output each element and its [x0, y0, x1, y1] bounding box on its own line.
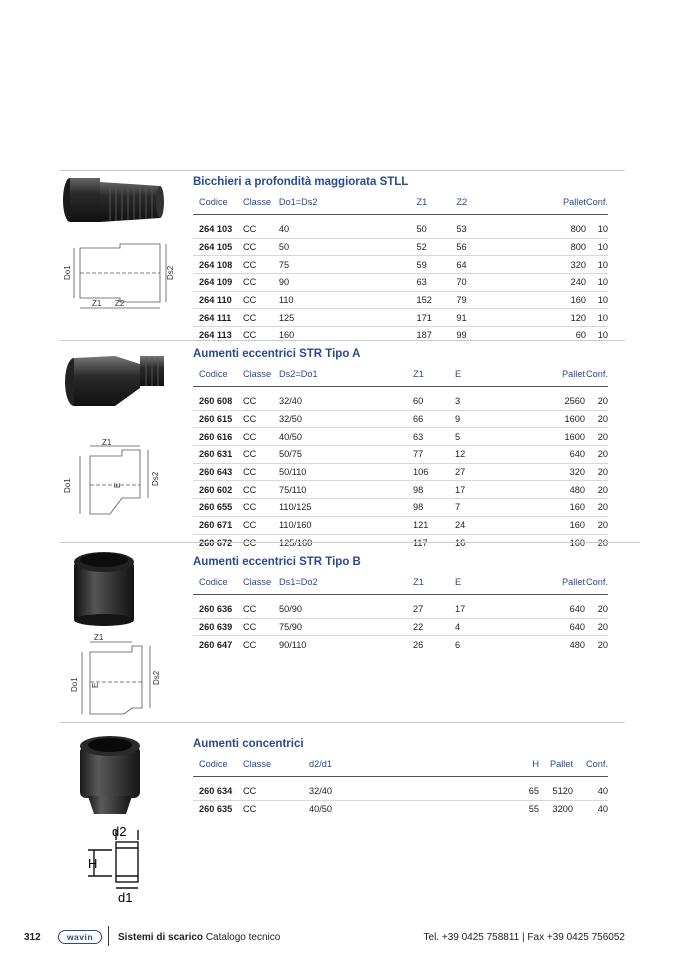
column-header: Conf.: [586, 369, 608, 379]
table-header-row: [193, 570, 608, 595]
column-header: Pallet: [562, 577, 585, 587]
section-title: Aumenti eccentrici STR Tipo B: [193, 556, 361, 568]
table-row: [193, 221, 608, 238]
table-cell: 320: [536, 256, 586, 274]
table-cell: 10: [586, 238, 608, 256]
table-cell: 1600: [535, 428, 585, 446]
diagram-label-e: E: [91, 682, 100, 688]
table-row: [193, 309, 608, 327]
table-cell: 70: [456, 274, 536, 292]
table-row: [193, 446, 608, 464]
product-code: 264 108: [193, 256, 243, 274]
table-cell: 63: [416, 274, 456, 292]
table-cell: 20: [585, 601, 608, 618]
table-cell: 10: [586, 309, 608, 327]
product-table: [193, 190, 608, 344]
table-cell: CC: [243, 393, 279, 410]
table-cell: 40/50: [309, 804, 332, 815]
diagram-label-d1: d1: [118, 890, 133, 905]
table-cell: 50/90: [279, 601, 413, 618]
diagram-label-do1: Do1: [70, 677, 79, 692]
table-cell: 320: [535, 463, 585, 481]
table-row: [193, 327, 608, 344]
table-cell: 65: [459, 783, 539, 800]
table-cell: CC: [243, 238, 279, 256]
column-header: Do1=Ds2: [278, 197, 318, 207]
product-code: 260 602: [193, 481, 243, 499]
table-cell: 60: [575, 330, 586, 341]
table-row: [193, 783, 608, 800]
table-cell: 50/75: [279, 446, 413, 464]
table-row: [193, 428, 608, 446]
product-code: 260 636: [193, 601, 243, 618]
table-cell: 50: [416, 221, 456, 238]
table-cell: 27: [413, 601, 455, 618]
table-cell: 20: [585, 618, 608, 636]
table-cell: 640: [535, 446, 585, 464]
table-cell: 120: [536, 309, 586, 327]
table-cell: CC: [243, 639, 257, 650]
table-cell: 12: [455, 446, 535, 464]
table-cell: 800: [536, 238, 586, 256]
section-divider: [60, 340, 625, 341]
section-divider: [60, 722, 625, 723]
column-header: Conf.: [586, 197, 608, 207]
column-header: E: [455, 577, 462, 587]
table-cell: CC: [243, 618, 279, 636]
table-cell: 110: [279, 291, 417, 309]
column-header: Z1: [413, 577, 424, 587]
catalog-title-rest: Catalogo tecnico: [203, 932, 281, 943]
table-cell: CC: [243, 446, 279, 464]
table-cell: 160: [278, 330, 295, 341]
column-header: Pallet: [562, 369, 585, 379]
product-table: [193, 362, 608, 551]
table-cell: 171: [416, 309, 456, 327]
table-cell: 99: [456, 330, 467, 341]
column-header: d2/d1: [309, 759, 332, 769]
column-header: Classe: [243, 577, 272, 587]
product-code: 264 105: [193, 238, 243, 256]
table-cell: 50/110: [279, 463, 413, 481]
table-cell: CC: [243, 309, 279, 327]
diagram-label-e: E: [113, 482, 122, 488]
section-divider: [60, 170, 625, 171]
table-cell: 20: [597, 639, 608, 650]
column-header: Z1: [413, 369, 424, 379]
column-header: Conf.: [586, 577, 608, 587]
aumento-b-photo: [62, 548, 152, 628]
table-cell: 4: [455, 618, 535, 636]
table-cell: 20: [585, 516, 608, 534]
table-cell: 7: [455, 499, 535, 517]
table-header-row: [193, 362, 608, 387]
table-cell: 40: [573, 783, 608, 800]
table-row: [193, 463, 608, 481]
table-cell: CC: [243, 783, 309, 800]
product-code: 260 671: [193, 516, 243, 534]
section-divider: [60, 542, 640, 543]
aumento-a-photo: [60, 348, 170, 410]
table-row: [193, 618, 608, 636]
table-cell: 52: [416, 238, 456, 256]
column-header: Classe: [243, 369, 272, 379]
aumento-concentrico-photo: [74, 730, 154, 818]
table-row: [193, 499, 608, 517]
column-header: Classe: [242, 197, 272, 207]
table-cell: CC: [243, 410, 279, 428]
table-cell: 50: [279, 238, 417, 256]
table-cell: 10: [586, 256, 608, 274]
table-cell: 125: [279, 309, 417, 327]
diagram-label-ds2: Ds2: [151, 471, 160, 486]
column-header: Pallet: [550, 759, 573, 769]
table-cell: 3200: [552, 804, 573, 815]
table-row: [193, 800, 608, 817]
table-cell: CC: [243, 804, 257, 815]
column-header: Z2: [456, 197, 468, 207]
table-cell: 10: [586, 274, 608, 292]
section-title: Bicchieri a profondità maggiorata STLL: [193, 176, 409, 188]
aumento-b-diagram: [62, 630, 172, 720]
product-code: 260 655: [193, 499, 243, 517]
diagram-label-z2: Z2: [115, 299, 125, 308]
wavin-logo: wavin: [58, 930, 102, 944]
table-cell: 32/40: [309, 783, 459, 800]
table-row: [193, 601, 608, 618]
product-code: 260 631: [193, 446, 243, 464]
product-code: 260 608: [193, 393, 243, 410]
section-title: Aumenti eccentrici STR Tipo A: [193, 348, 361, 360]
table-row: [193, 481, 608, 499]
product-code: 264 109: [193, 274, 243, 292]
column-header: Conf.: [586, 759, 608, 769]
catalog-title-bold: Sistemi di scarico: [118, 932, 204, 943]
table-cell: 77: [413, 446, 455, 464]
table-cell: 10: [586, 221, 608, 238]
table-cell: 56: [456, 238, 536, 256]
table-row: [193, 238, 608, 256]
table-cell: 110/125: [279, 499, 413, 517]
product-code: 260 615: [193, 410, 243, 428]
table-cell: CC: [243, 291, 279, 309]
diagram-label-ds2: Ds2: [166, 265, 175, 280]
table-cell: CC: [243, 601, 279, 618]
product-code: 264 111: [193, 309, 243, 327]
table-cell: 75/110: [279, 481, 413, 499]
table-cell: 20: [585, 410, 608, 428]
bicchiere-diagram: [60, 240, 175, 315]
table-row: [193, 291, 608, 309]
table-cell: 5120: [539, 783, 573, 800]
table-cell: 90/110: [279, 639, 307, 650]
diagram-label-h: H: [88, 856, 98, 871]
column-header: Codice: [199, 577, 228, 587]
diagram-label-z1: Z1: [94, 633, 104, 642]
table-cell: CC: [243, 428, 279, 446]
page-footer: [0, 926, 677, 950]
table-cell: 640: [535, 618, 585, 636]
table-cell: 106: [413, 463, 455, 481]
table-cell: 9: [455, 410, 535, 428]
product-code: 260 635: [199, 804, 233, 815]
diagram-label-do1: Do1: [63, 265, 72, 280]
table-cell: 3: [455, 393, 535, 410]
table-cell: 24: [455, 516, 535, 534]
column-header: Classe: [243, 759, 272, 769]
table-header-row: [193, 752, 608, 777]
table-cell: 32/40: [279, 393, 413, 410]
product-code: 260 634: [193, 783, 243, 800]
product-code: 260 643: [193, 463, 243, 481]
page-number: 312: [24, 932, 41, 943]
table-cell: CC: [243, 481, 279, 499]
product-code: 264 113: [199, 330, 232, 341]
table-row: [193, 636, 608, 653]
aumento-a-diagram: [60, 438, 175, 523]
column-header: Pallet: [563, 197, 586, 207]
table-cell: 98: [413, 499, 455, 517]
table-cell: 90: [279, 274, 417, 292]
table-cell: 5: [455, 428, 535, 446]
table-cell: CC: [243, 221, 279, 238]
table-cell: 160: [535, 499, 585, 517]
column-header: E: [455, 369, 462, 379]
table-cell: 187: [416, 330, 432, 341]
column-header: Ds1=Do2: [279, 577, 318, 587]
table-cell: 152: [416, 291, 456, 309]
table-cell: 110/160: [279, 516, 413, 534]
table-cell: 20: [585, 446, 608, 464]
table-cell: 59: [416, 256, 456, 274]
table-cell: 22: [413, 618, 455, 636]
column-header: H: [532, 759, 539, 769]
column-header: Codice: [199, 759, 228, 769]
table-cell: 10: [586, 291, 608, 309]
table-cell: 60: [413, 393, 455, 410]
table-cell: 6: [455, 639, 461, 650]
table-cell: 17: [455, 601, 535, 618]
contact-info: Tel. +39 0425 758811 | Fax +39 0425 756052: [423, 932, 625, 943]
column-header: Z1: [416, 197, 428, 207]
diagram-label-d2: d2: [112, 824, 127, 839]
table-cell: 160: [535, 516, 585, 534]
product-code: 260 639: [193, 618, 243, 636]
table-cell: CC: [243, 274, 279, 292]
diagram-label-ds2: Ds2: [152, 670, 161, 685]
table-cell: 40/50: [279, 428, 413, 446]
table-cell: 27: [455, 463, 535, 481]
section-title: Aumenti concentrici: [193, 738, 304, 750]
table-row: [193, 393, 608, 410]
table-cell: 17: [455, 481, 535, 499]
table-cell: 75: [279, 256, 417, 274]
table-row: [193, 256, 608, 274]
table-cell: 75/90: [279, 618, 413, 636]
table-cell: 480: [569, 639, 585, 650]
column-header: Codice: [199, 369, 228, 379]
diagram-label-z1: Z1: [92, 299, 102, 308]
product-table: [193, 570, 608, 653]
table-cell: CC: [243, 256, 279, 274]
product-code: 264 103: [193, 221, 243, 238]
table-row: [193, 410, 608, 428]
table-row: [193, 274, 608, 292]
footer-separator: [108, 926, 109, 946]
product-code: 260 647: [199, 639, 233, 650]
table-cell: 1600: [535, 410, 585, 428]
table-cell: 63: [413, 428, 455, 446]
table-cell: 26: [413, 639, 424, 650]
table-cell: 121: [413, 516, 455, 534]
table-cell: 64: [456, 256, 536, 274]
table-cell: 20: [585, 499, 608, 517]
table-cell: 98: [413, 481, 455, 499]
table-cell: 800: [536, 221, 586, 238]
table-cell: 640: [535, 601, 585, 618]
table-cell: 20: [585, 481, 608, 499]
diagram-label-z1: Z1: [102, 438, 112, 447]
product-code: 260 616: [193, 428, 243, 446]
table-cell: 66: [413, 410, 455, 428]
table-cell: 79: [456, 291, 536, 309]
column-header: Codice: [199, 197, 228, 207]
aumento-concentrico-diagram: [82, 820, 162, 910]
table-cell: CC: [243, 499, 279, 517]
column-header: Ds2=Do1: [279, 369, 318, 379]
table-cell: 91: [456, 309, 536, 327]
diagram-label-do1: Do1: [63, 478, 72, 493]
table-cell: 2560: [535, 393, 585, 410]
table-row: [193, 516, 608, 534]
table-header-row: [193, 190, 608, 215]
bicchiere-photo: [60, 172, 170, 232]
table-cell: 40: [597, 804, 608, 815]
product-code: 264 110: [193, 291, 243, 309]
table-cell: 480: [535, 481, 585, 499]
table-cell: 55: [528, 804, 539, 815]
table-cell: 10: [597, 330, 608, 341]
table-cell: 20: [585, 393, 608, 410]
table-cell: 240: [536, 274, 586, 292]
table-cell: 32/50: [279, 410, 413, 428]
table-cell: CC: [243, 516, 279, 534]
table-cell: CC: [242, 330, 257, 341]
table-cell: 160: [536, 291, 586, 309]
product-table: [193, 752, 608, 817]
table-cell: CC: [243, 463, 279, 481]
table-cell: 53: [456, 221, 536, 238]
table-cell: 40: [279, 221, 417, 238]
table-cell: 20: [585, 463, 608, 481]
table-cell: 20: [585, 428, 608, 446]
catalog-title: [118, 932, 280, 943]
